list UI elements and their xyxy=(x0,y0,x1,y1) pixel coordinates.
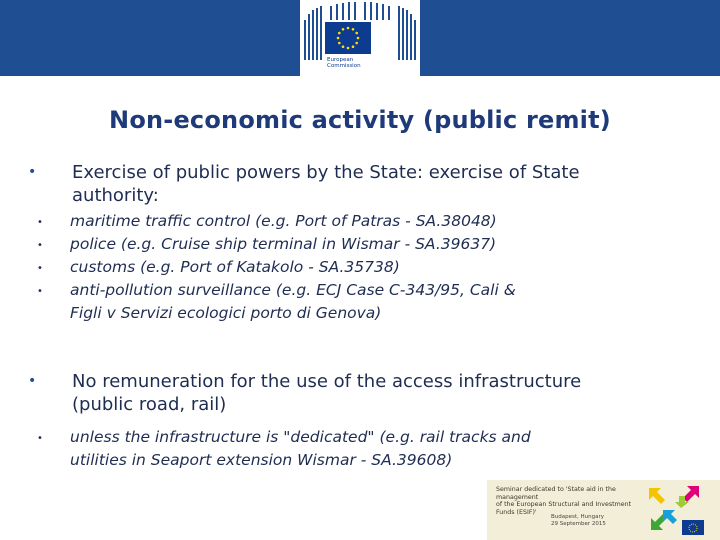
banner-line1: Seminar dedicated to 'State aid in the management xyxy=(496,486,616,501)
banner-line2: of the European Structural and Investment Funds (ESIF)' xyxy=(496,501,632,516)
logo-text-european: European xyxy=(327,57,354,63)
eu-flag-icon xyxy=(325,22,371,54)
bullet-text-line1: Exercise of public powers by the State: exercise of State xyxy=(72,162,580,183)
list-item-text-line2: utilities in Seaport extension Wismar - SA.39608) xyxy=(70,451,453,469)
seminar-banner xyxy=(487,480,720,540)
european-commission-logo xyxy=(300,0,420,80)
bullet-text-line2: authority: xyxy=(72,185,159,206)
list-item: • unless the infrastructure is "dedicated" (e.g. rail tracks and utilities in Seaport extension Wismar - SA.39608) xyxy=(70,429,670,469)
eu-mini-flag-icon xyxy=(682,520,704,534)
list-item-text: unless the infrastructure is "dedicated" (e.g. rail tracks and xyxy=(70,428,531,446)
bullet-dot: • xyxy=(28,164,37,180)
bullet-no-remuneration xyxy=(72,370,672,416)
bullet-text-line1: No remuneration for the use of the access infrastructure xyxy=(72,371,582,392)
list-item: • maritime traffic control (e.g. Port of Patras - SA.38048) xyxy=(37,212,497,230)
bullet-public-powers xyxy=(72,161,672,207)
banner-date: 29 September 2015 xyxy=(551,520,606,527)
list-item: • customs (e.g. Port of Katakolo - SA.35738) xyxy=(37,258,400,276)
list-item-text: customs (e.g. Port of Katakolo - SA.35738) xyxy=(70,258,400,276)
bullet-dot: • xyxy=(28,373,37,389)
bullet-text-line2: (public road, rail) xyxy=(72,394,227,415)
list-item-text-line2: Figli v Servizi ecologici porto di Genova) xyxy=(70,304,382,322)
banner-location: Budapest, Hungary xyxy=(551,514,604,520)
list-item: • anti-pollution surveillance (e.g. ECJ Case C-343/95, Cali & Figli v Servizi ecologici porto di Genova) xyxy=(70,282,670,322)
list-item-text: maritime traffic control (e.g. Port of Patras - SA.38048) xyxy=(70,212,497,230)
slide-title: Non-economic activity (public remit) xyxy=(109,106,611,134)
list-item-text: anti-pollution surveillance (e.g. ECJ Case C-343/95, Cali & xyxy=(70,281,516,299)
list-item: • police (e.g. Cruise ship terminal in Wismar - SA.39637) xyxy=(37,235,497,253)
logo-text-commission: Commission xyxy=(327,63,361,69)
list-item-text: police (e.g. Cruise ship terminal in Wismar - SA.39637) xyxy=(70,235,497,253)
